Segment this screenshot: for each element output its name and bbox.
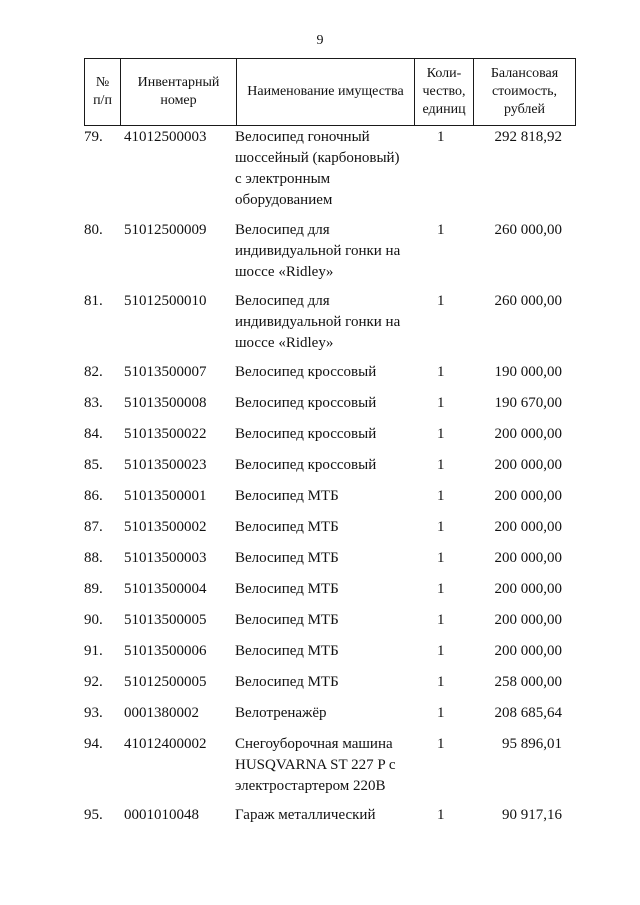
item-name-line: Велосипед кроссовый (235, 457, 377, 473)
balance-value: 200 000,00 (494, 581, 562, 597)
balance-value: 90 917,16 (502, 807, 562, 823)
item-name-line: HUSQVARNA ST 227 P с (235, 757, 396, 773)
item-name-line: Велосипед МТБ (235, 581, 339, 597)
row-number: 94. (84, 736, 103, 752)
balance-value: 200 000,00 (494, 643, 562, 659)
item-name (235, 291, 415, 354)
inventory-number: 41012500003 (124, 129, 207, 145)
item-name (235, 424, 415, 445)
balance-value: 200 000,00 (494, 612, 562, 628)
header-quantity (414, 59, 473, 125)
balance-value: 200 000,00 (494, 426, 562, 442)
header-quantity-line2: чество, (422, 84, 466, 99)
header-number-line1: № (95, 75, 110, 90)
inventory-number: 51013500004 (124, 581, 207, 597)
item-name-line: Снегоуборочная машина (235, 736, 393, 752)
quantity: 1 (437, 457, 445, 473)
item-name-line: Велосипед кроссовый (235, 395, 377, 411)
row-number: 84. (84, 426, 103, 442)
balance-value: 95 896,01 (502, 736, 562, 752)
row-number: 79. (84, 129, 103, 145)
header-name-text: Наименование имущества (247, 84, 404, 99)
balance-value: 200 000,00 (494, 519, 562, 535)
inventory-number: 51012500010 (124, 293, 207, 309)
item-name-line: электростартером 220В (235, 778, 386, 794)
row-number: 92. (84, 674, 103, 690)
item-name-line: Велосипед для (235, 222, 330, 238)
quantity: 1 (437, 395, 445, 411)
header-quantity-line3: единиц (422, 102, 466, 117)
quantity: 1 (437, 293, 445, 309)
item-name (235, 362, 415, 383)
header-quantity-line1: Коли- (426, 66, 462, 81)
item-name (235, 805, 415, 826)
row-number: 86. (84, 488, 103, 504)
row-number: 80. (84, 222, 103, 238)
quantity: 1 (437, 705, 445, 721)
inventory-number: 51013500001 (124, 488, 207, 504)
item-name-line: индивидуальной гонки на (235, 314, 401, 330)
row-number: 81. (84, 293, 103, 309)
item-name-line: шоссейный (карбоновый) (235, 150, 400, 166)
item-name-line: Велосипед МТБ (235, 643, 339, 659)
item-name-line: Велосипед МТБ (235, 612, 339, 628)
quantity: 1 (437, 581, 445, 597)
item-name (235, 220, 415, 283)
item-name-line: Велосипед МТБ (235, 674, 339, 690)
item-name-line: Гараж металлический (235, 807, 376, 823)
header-name (236, 59, 414, 125)
quantity: 1 (437, 674, 445, 690)
quantity: 1 (437, 736, 445, 752)
item-name-line: Велотренажёр (235, 705, 327, 721)
item-name-line: Велосипед МТБ (235, 519, 339, 535)
item-name-line: шоссе «Ridley» (235, 264, 334, 280)
row-number: 87. (84, 519, 103, 535)
item-name-line: Велосипед кроссовый (235, 426, 377, 442)
inventory-number: 51013500006 (124, 643, 207, 659)
header-inventory (120, 59, 236, 125)
header-inventory-line1: Инвентарный (137, 75, 220, 90)
item-name-line: Велосипед гоночный (235, 129, 370, 145)
quantity: 1 (437, 364, 445, 380)
balance-value: 258 000,00 (494, 674, 562, 690)
quantity: 1 (437, 222, 445, 238)
balance-value: 200 000,00 (494, 488, 562, 504)
inventory-number: 51013500022 (124, 426, 207, 442)
balance-value: 208 685,64 (494, 705, 562, 721)
item-name-line: оборудованием (235, 192, 333, 208)
item-name-line: индивидуальной гонки на (235, 243, 401, 259)
row-number: 93. (84, 705, 103, 721)
inventory-number: 0001380002 (124, 705, 199, 721)
header-value (473, 59, 575, 125)
item-name (235, 610, 415, 631)
item-name-line: с электронным (235, 171, 331, 187)
row-number: 83. (84, 395, 103, 411)
row-number: 89. (84, 581, 103, 597)
header-value-line2: стоимость, (491, 84, 558, 99)
inventory-number: 51013500008 (124, 395, 207, 411)
inventory-number: 41012400002 (124, 736, 207, 752)
quantity: 1 (437, 519, 445, 535)
item-name-line: Велосипед МТБ (235, 550, 339, 566)
inventory-number: 0001010048 (124, 807, 199, 823)
header-value-line3: рублей (503, 102, 546, 117)
item-name (235, 127, 415, 211)
item-name (235, 455, 415, 476)
item-name-line: шоссе «Ridley» (235, 335, 334, 351)
item-name-line: Велосипед МТБ (235, 488, 339, 504)
inventory-number: 51013500007 (124, 364, 207, 380)
header-number-line2: п/п (93, 93, 112, 108)
quantity: 1 (437, 643, 445, 659)
header-inventory-line2: номер (160, 93, 197, 108)
item-name (235, 517, 415, 538)
row-number: 88. (84, 550, 103, 566)
row-number: 90. (84, 612, 103, 628)
quantity: 1 (437, 807, 445, 823)
balance-value: 292 818,92 (494, 129, 562, 145)
inventory-number: 51013500002 (124, 519, 207, 535)
item-name-line: Велосипед кроссовый (235, 364, 377, 380)
balance-value: 260 000,00 (494, 293, 562, 309)
inventory-number: 51012500005 (124, 674, 207, 690)
balance-value: 190 000,00 (494, 364, 562, 380)
quantity: 1 (437, 550, 445, 566)
quantity: 1 (437, 426, 445, 442)
item-name-line: Велосипед для (235, 293, 330, 309)
balance-value: 200 000,00 (494, 550, 562, 566)
balance-value: 200 000,00 (494, 457, 562, 473)
item-name (235, 672, 415, 693)
row-number: 85. (84, 457, 103, 473)
item-name (235, 703, 415, 724)
table-header (84, 58, 576, 126)
item-name (235, 734, 415, 797)
inventory-number: 51013500023 (124, 457, 207, 473)
balance-value: 260 000,00 (494, 222, 562, 238)
row-number: 91. (84, 643, 103, 659)
item-name (235, 486, 415, 507)
item-name (235, 548, 415, 569)
row-number: 95. (84, 807, 103, 823)
header-number (85, 59, 120, 125)
item-name (235, 579, 415, 600)
inventory-number: 51013500003 (124, 550, 207, 566)
page-number: 9 (316, 33, 324, 48)
quantity: 1 (437, 612, 445, 628)
item-name (235, 393, 415, 414)
item-name (235, 641, 415, 662)
quantity: 1 (437, 129, 445, 145)
balance-value: 190 670,00 (494, 395, 562, 411)
header-value-line1: Балансовая (490, 66, 559, 81)
inventory-number: 51012500009 (124, 222, 207, 238)
quantity: 1 (437, 488, 445, 504)
inventory-number: 51013500005 (124, 612, 207, 628)
row-number: 82. (84, 364, 103, 380)
